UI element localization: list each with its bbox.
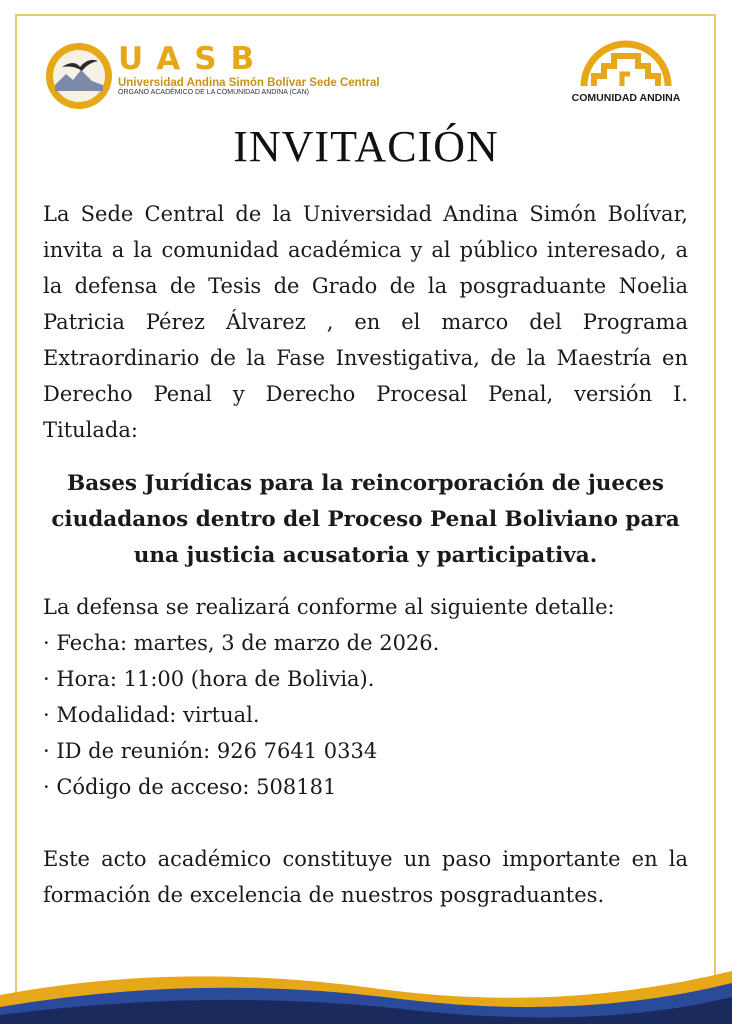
uasb-subtitle: ÓRGANO ACADÉMICO DE LA COMUNIDAD ANDINA (CAN) bbox=[118, 89, 309, 96]
closing-paragraph: Este acto académico constituye un paso importante en la formación de excelencia de nuestros posgraduantes. bbox=[43, 847, 688, 907]
uasb-wordmark bbox=[118, 41, 380, 96]
details-lead: La defensa se realizará conforme al siguiente detalle: bbox=[43, 595, 615, 619]
uasb-logo-icon bbox=[44, 41, 114, 111]
detail-access-code: · Código de acceso: 508181 bbox=[43, 775, 337, 799]
detail-date: · Fecha: martes, 3 de marzo de 2026. bbox=[43, 631, 440, 655]
defense-details bbox=[43, 589, 688, 805]
detail-meeting-id: · ID de reunión: 926 7641 0334 bbox=[43, 739, 378, 763]
detail-time: · Hora: 11:00 (hora de Bolivia). bbox=[43, 667, 375, 691]
page-title: INVITACIÓN bbox=[233, 122, 499, 171]
footer-wave-decoration bbox=[0, 955, 732, 1024]
detail-mode: · Modalidad: virtual. bbox=[43, 703, 260, 727]
comunidad-andina-label: COMUNIDAD ANDINA bbox=[571, 92, 681, 104]
thesis-title: Bases Jurídicas para la reincorporación de jueces ciudadanos dentro del Proceso Penal Boliviano para una justicia acusatoria y participativa. bbox=[51, 471, 680, 568]
uasb-name: Universidad Andina Simón Bolívar Sede Central bbox=[118, 77, 380, 89]
comunidad-andina-logo bbox=[568, 28, 684, 106]
comunidad-andina-icon bbox=[578, 28, 674, 90]
uasb-acronym: UASB bbox=[118, 41, 269, 77]
intro-paragraph: La Sede Central de la Universidad Andina Simón Bolívar, invita a la comunidad académica y al público interesado, a la defensa de Tesis de Grado de la posgraduante Noelia Patricia Pérez Álvarez , en el marco del Programa Extraordinario de la Fase Investigativa, de la Maestría en Derecho Penal y Derecho Procesal Penal, versión I. Titulada: bbox=[43, 202, 688, 442]
